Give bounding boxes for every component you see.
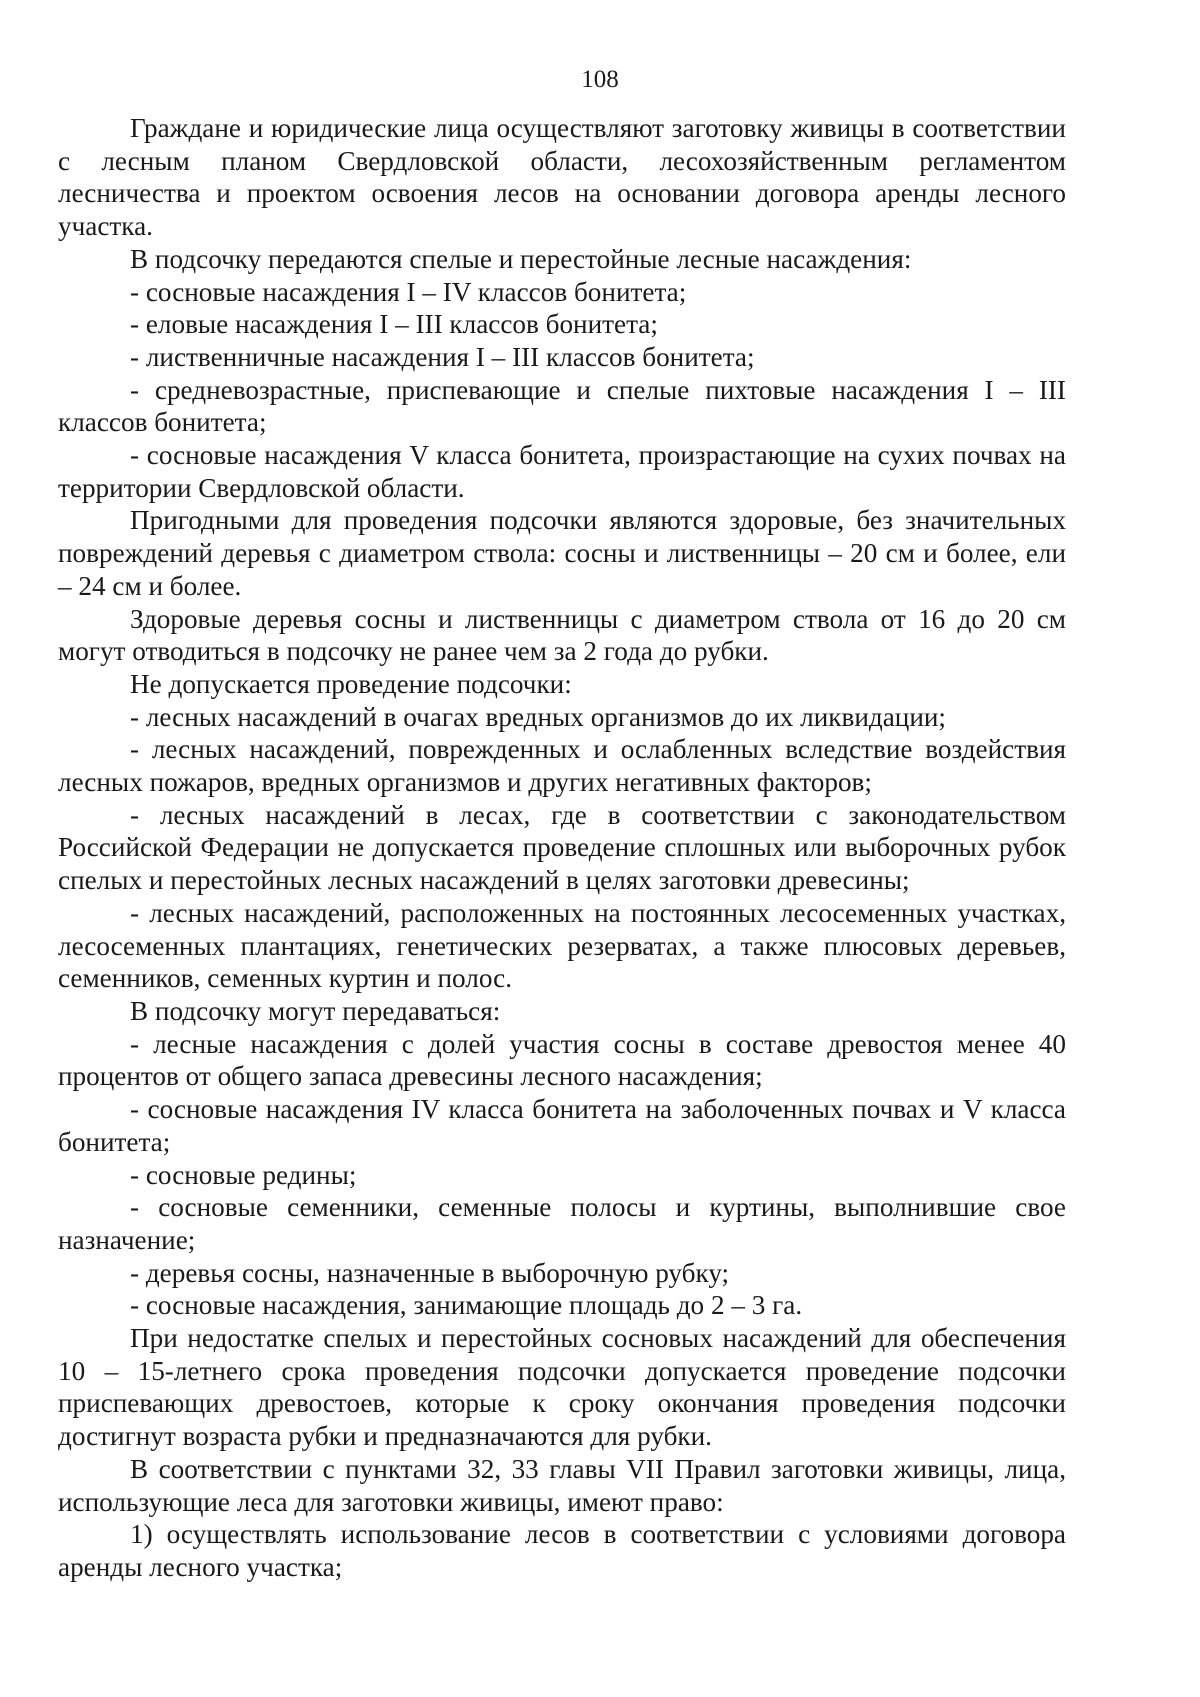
page-number: 108 — [581, 66, 619, 93]
list-item: - лиственничные насаждения I – III классов бонитета; — [130, 341, 755, 372]
document-body — [58, 112, 1066, 1584]
paragraph: Не допускается проведение подсочки: — [130, 668, 572, 699]
list-item: - сосновые насаждения V класса бонитета, произрастающие на сухих почвах на территории Свердловской области. — [58, 440, 1066, 503]
paragraph: Пригодными для проведения подсочки являются здоровые, без значительных повреждений деревья с диаметром ствола: сосны и лиственницы – 20 см и более, ели – 24 см и более. — [58, 505, 1066, 601]
paragraph: В подсочку могут передаваться: — [130, 995, 501, 1026]
list-item: - сосновые насаждения, занимающие площадь до 2 – 3 га. — [130, 1290, 803, 1321]
list-item: - еловые насаждения I – III классов бонитета; — [130, 309, 658, 340]
list-item: - сосновые семенники, семенные полосы и куртины, выполнившие свое назначение; — [58, 1192, 1066, 1255]
paragraph: При недостатке спелых и перестойных сосновых насаждений для обеспечения 10 – 15-летнего срока проведения подсочки допускается проведение подсочки приспевающих древостоев, которые к сроку окончания проведения подсочки достигнут возраста рубки и предназначаются для рубки. — [58, 1323, 1066, 1452]
list-item: - средневозрастные, приспевающие и спелые пихтовые насаждения I – III классов бонитета; — [58, 374, 1066, 438]
list-item: - лесных насаждений в лесах, где в соответствии с законодательством Российской Федерации не допускается проведение сплошных или выборочных рубок спелых и перестойных лесных насаждений в целях заготовки древесины; — [58, 799, 1066, 896]
list-item: - сосновые редины; — [130, 1159, 357, 1190]
list-item: - сосновые насаждения IV класса бонитета на заболоченных почвах и V класса бонитета; — [58, 1094, 1066, 1157]
paragraph: В подсочку передаются спелые и перестойные лесные насаждения: — [130, 243, 912, 274]
paragraph: В соответствии с пунктами 32, 33 главы VII Правил заготовки живицы, лица, использующие леса для заготовки живицы, имеют право: — [58, 1453, 1066, 1517]
list-item: - сосновые насаждения I – IV классов бонитета; — [130, 276, 687, 307]
list-item: - лесных насаждений, поврежденных и ослабленных вследствие воздействия лесных пожаров, вредных организмов и других негативных факторов; — [58, 734, 1066, 798]
list-item: - деревья сосны, назначенные в выборочную рубку; — [130, 1257, 730, 1288]
paragraph: Здоровые деревья сосны и лиственницы с диаметром ствола от 16 до 20 см могут отводиться в подсочку не ранее чем за 2 года до рубки. — [58, 603, 1066, 667]
list-item: 1) осуществлять использование лесов в соответствии с условиями договора аренды лесного участка; — [58, 1519, 1066, 1582]
list-item: - лесных насаждений в очагах вредных организмов до их ликвидации; — [130, 701, 946, 732]
list-item: - лесных насаждений, расположенных на постоянных лесосеменных участках, лесосеменных плантациях, генетических резерватах, а также плюсовых деревьев, семенников, семенных куртин и полос. — [58, 897, 1066, 994]
paragraph: Граждане и юридические лица осуществляют заготовку живицы в соответствии с лесным планом Свердловской области, лесохозяйственным регламентом лесничества и проектом освоения лесов на основании договора аренды лесного участка. — [58, 113, 1066, 242]
list-item: - лесные насаждения с долей участия сосны в составе древостоя менее 40 процентов от общего запаса древесины лесного насаждения; — [58, 1028, 1066, 1092]
